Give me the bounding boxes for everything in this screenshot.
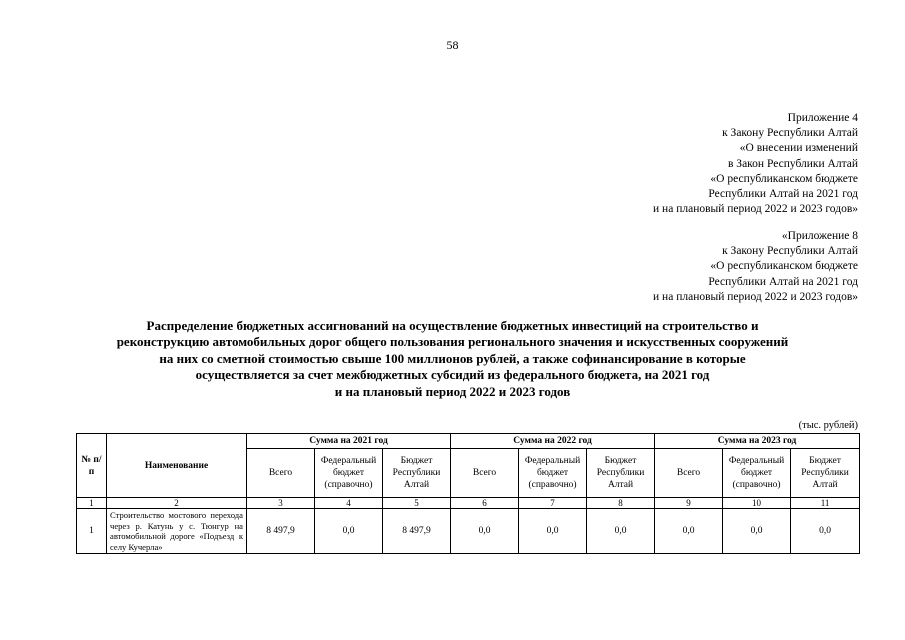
document-title	[40, 318, 865, 400]
column-number: 7	[519, 498, 587, 509]
appendix-reference-1	[653, 111, 858, 217]
budget-table	[76, 433, 860, 554]
header-regional-budget: Бюджет Республики Алтай	[383, 449, 451, 498]
column-number: 6	[451, 498, 519, 509]
appendix-line: «О республиканском бюджете	[710, 260, 858, 273]
appendix-line: «О республиканском бюджете	[710, 172, 858, 185]
column-number: 3	[247, 498, 315, 509]
header-total: Всего	[655, 449, 723, 498]
appendix-line: к Закону Республики Алтай	[722, 127, 858, 140]
row-number: 1	[77, 509, 107, 554]
title-line: осуществляется за счет межбюджетных субсидий из федерального бюджета, на 2021 год	[195, 367, 710, 383]
title-line: и на плановый период 2022 и 2023 годов	[334, 383, 571, 399]
cell-2022-federal: 0,0	[519, 509, 587, 554]
appendix-line: в Закон Республики Алтай	[728, 157, 858, 170]
column-number: 5	[383, 498, 451, 509]
column-number: 2	[107, 498, 247, 509]
title-line: на них со сметной стоимостью свыше 100 миллионов рублей, а также софинансирование в которые	[159, 350, 746, 366]
header-federal-budget: Федеральный бюджет (справочно)	[723, 449, 791, 498]
header-regional-budget: Бюджет Республики Алтай	[791, 449, 860, 498]
column-number: 9	[655, 498, 723, 509]
header-federal-budget: Федеральный бюджет (справочно)	[519, 449, 587, 498]
units-label: (тыс. рублей)	[798, 420, 858, 431]
header-number: № п/п	[77, 434, 107, 498]
header-regional-budget: Бюджет Республики Алтай	[587, 449, 655, 498]
cell-2022-regional: 0,0	[587, 509, 655, 554]
cell-2021-regional: 8 497,9	[383, 509, 451, 554]
header-year-2022: Сумма на 2022 год	[451, 434, 655, 449]
appendix-line: и на плановый период 2022 и 2023 годов»	[653, 290, 858, 303]
cell-2021-total: 8 497,9	[247, 509, 315, 554]
header-total: Всего	[451, 449, 519, 498]
appendix-line: «О внесении изменений	[739, 142, 858, 155]
column-number: 4	[315, 498, 383, 509]
table-row	[77, 509, 860, 554]
title-line: реконструкцию автомобильных дорог общего пользования регионального значения и искусственных сооружений	[116, 334, 789, 350]
cell-2023-total: 0,0	[655, 509, 723, 554]
header-federal-budget: Федеральный бюджет (справочно)	[315, 449, 383, 498]
column-number: 11	[791, 498, 860, 509]
appendix-line: Республики Алтай на 2021 год	[708, 188, 858, 201]
row-name: Строительство мостового перехода через р. Катунь у с. Тюнгур на автомобильной дороге «Подъезд к селу Кучерла»	[107, 509, 247, 554]
appendix-line: Приложение 4	[787, 112, 858, 124]
cell-2023-regional: 0,0	[791, 509, 860, 554]
appendix-line: к Закону Республики Алтай	[722, 245, 858, 258]
appendix-line: Республики Алтай на 2021 год	[708, 275, 858, 288]
header-year-2023: Сумма на 2023 год	[655, 434, 860, 449]
appendix-reference-2	[653, 229, 858, 305]
table-header-row	[77, 434, 860, 449]
cell-2022-total: 0,0	[451, 509, 519, 554]
header-name: Наименование	[107, 434, 247, 498]
page-number: 58	[446, 38, 459, 52]
cell-2023-federal: 0,0	[723, 509, 791, 554]
cell-2021-federal: 0,0	[315, 509, 383, 554]
appendix-line: и на плановый период 2022 и 2023 годов»	[653, 203, 858, 216]
title-line: Распределение бюджетных ассигнований на осуществление бюджетных инвестиций на строительство и	[146, 318, 759, 333]
column-number: 8	[587, 498, 655, 509]
header-total: Всего	[247, 449, 315, 498]
header-year-2021: Сумма на 2021 год	[247, 434, 451, 449]
column-number: 1	[77, 498, 107, 509]
appendix-line: «Приложение 8	[781, 230, 858, 242]
column-number: 10	[723, 498, 791, 509]
column-number-row	[77, 498, 860, 509]
